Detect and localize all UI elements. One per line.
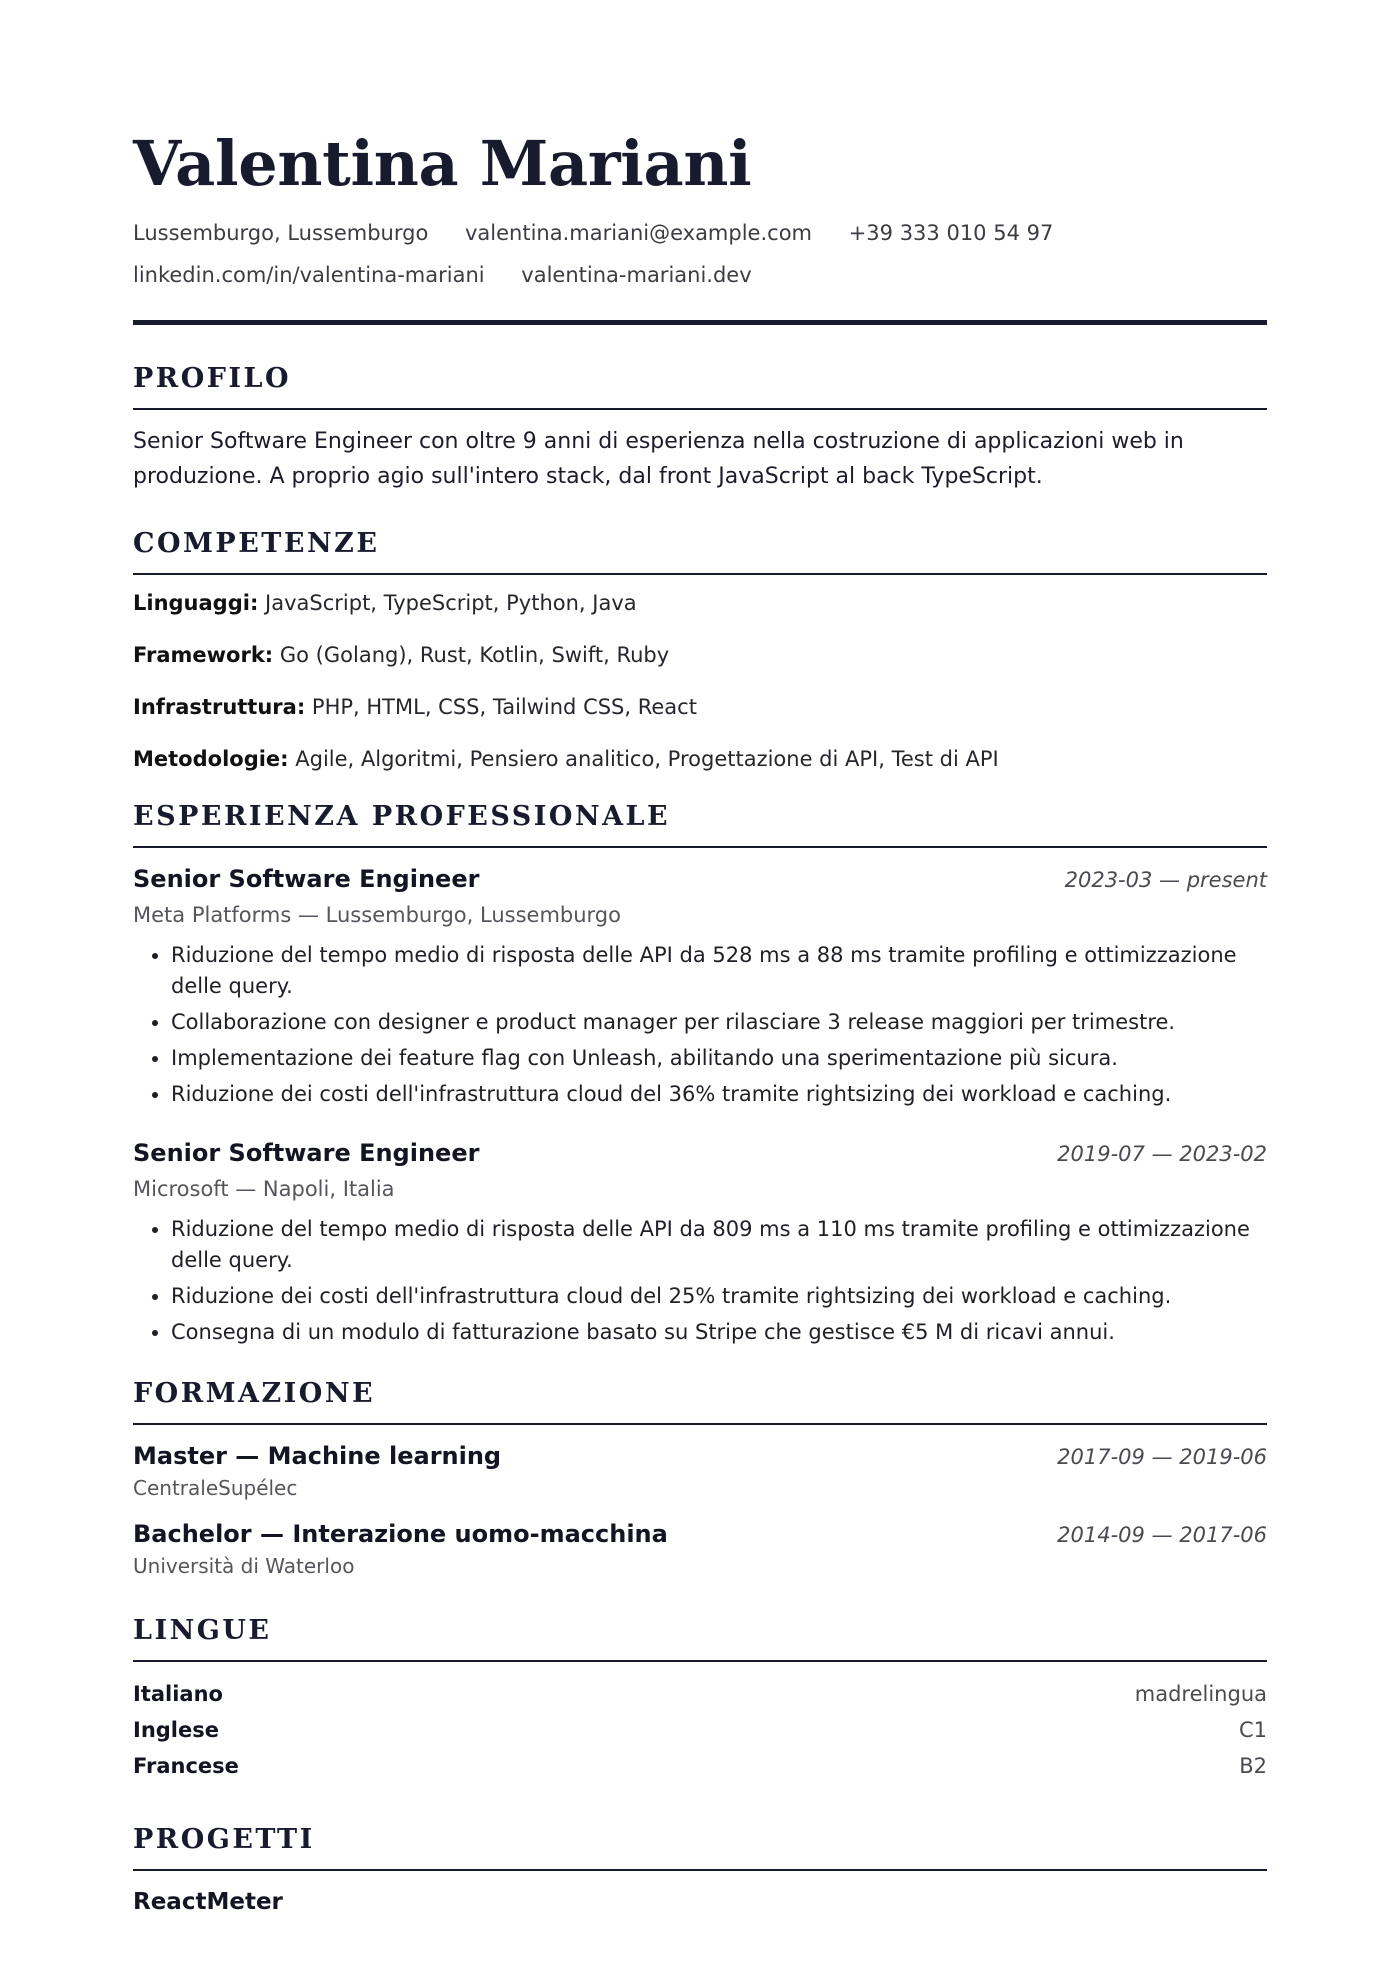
skill-row: [133, 641, 1267, 670]
skills-section: [133, 524, 1267, 774]
job-header: [133, 862, 1267, 896]
job-role: Senior Software Engineer: [133, 865, 480, 893]
job-header: [133, 1136, 1267, 1170]
language-name: Italiano: [133, 1682, 223, 1706]
skill-row: [133, 589, 1267, 618]
job-bullets: [133, 1214, 1267, 1348]
skill-row: [133, 693, 1267, 722]
language-name: Inglese: [133, 1718, 219, 1742]
skill-values: Agile, Algoritmi, Pensiero analitico, Progettazione di API, Test di API: [295, 747, 999, 771]
section-divider: [133, 846, 1267, 848]
experience-section: [133, 797, 1267, 1348]
language-level: madrelingua: [1134, 1682, 1267, 1706]
job-company: Meta Platforms — Lussemburgo, Lussemburgo: [133, 903, 621, 927]
job-bullet: • Riduzione dei costi dell'infrastruttura cloud del 36% tramite rightsizing dei workload e caching.: [171, 1079, 1267, 1110]
education-degree: Bachelor — Interazione uomo-macchina: [133, 1520, 668, 1548]
candidate-name: Valentina Mariani: [133, 127, 752, 200]
contact-phone[interactable]: +39 333 010 54 97: [848, 221, 1054, 245]
education-entry: [133, 1439, 1267, 1503]
language-row: [133, 1676, 1267, 1712]
section-title-projects: PROGETTI: [133, 1824, 315, 1855]
resume-content: [133, 122, 1267, 1919]
skill-label: Metodologie:: [133, 747, 289, 771]
education-degree: Master — Machine learning: [133, 1442, 502, 1470]
profile-section: [133, 359, 1267, 494]
contact-location: Lussemburgo, Lussemburgo: [133, 221, 429, 245]
job-bullet: • Implementazione dei feature flag con Unleash, abilitando una sperimentazione più sicura.: [171, 1043, 1267, 1074]
job-dates: 2019-07 — 2023-02: [1057, 1142, 1267, 1166]
contact-linkedin[interactable]: linkedin.com/in/valentina-mariani: [133, 263, 485, 287]
language-level: C1: [1238, 1718, 1267, 1742]
skill-row: [133, 745, 1267, 774]
education-entry: [133, 1517, 1267, 1581]
job-bullet: • Riduzione del tempo medio di risposta delle API da 809 ms a 110 ms tramite profiling e ottimizzazione delle query.: [171, 1214, 1267, 1276]
section-divider: [133, 1660, 1267, 1662]
section-divider: [133, 1423, 1267, 1425]
skill-values: JavaScript, TypeScript, Python, Java: [265, 591, 637, 615]
contact-row-secondary: [133, 254, 1267, 296]
education-header: [133, 1439, 1267, 1473]
skill-values: Go (Golang), Rust, Kotlin, Swift, Ruby: [279, 643, 670, 667]
job-role: Senior Software Engineer: [133, 1139, 480, 1167]
section-title-experience: ESPERIENZA PROFESSIONALE: [133, 801, 671, 832]
education-school: Università di Waterloo: [133, 1554, 355, 1578]
resume-header: [133, 122, 1267, 325]
section-title-skills: COMPETENZE: [133, 528, 380, 559]
job-entry: [133, 862, 1267, 1110]
job-bullet: • Riduzione dei costi dell'infrastruttura cloud del 25% tramite rightsizing dei workload e caching.: [171, 1281, 1267, 1312]
skill-label: Linguaggi:: [133, 591, 259, 615]
section-title-profile: PROFILO: [133, 363, 292, 394]
job-bullets: [133, 940, 1267, 1110]
project-name: ReactMeter: [133, 1889, 283, 1915]
skill-label: Infrastruttura:: [133, 695, 306, 719]
skill-values: PHP, HTML, CSS, Tailwind CSS, React: [311, 695, 697, 719]
profile-summary: Senior Software Engineer con oltre 9 anni di esperienza nella costruzione di applicazioni web in produzione. A proprio agio sull'intero stack, dal front JavaScript al back TypeScript.: [133, 429, 1184, 489]
language-level: B2: [1239, 1754, 1267, 1778]
contact-website[interactable]: valentina-mariani.dev: [521, 263, 752, 287]
job-company: Microsoft — Napoli, Italia: [133, 1177, 395, 1201]
education-school: CentraleSupélec: [133, 1476, 298, 1500]
language-row: [133, 1748, 1267, 1784]
section-divider: [133, 408, 1267, 410]
header-divider: [133, 320, 1267, 325]
education-header: [133, 1517, 1267, 1551]
projects-section: [133, 1820, 1267, 1919]
section-divider: [133, 573, 1267, 575]
job-bullet: • Riduzione del tempo medio di risposta delle API da 528 ms a 88 ms tramite profiling e ottimizzazione delle query.: [171, 940, 1267, 1002]
language-name: Francese: [133, 1754, 239, 1778]
section-divider: [133, 1869, 1267, 1871]
language-row: [133, 1712, 1267, 1748]
job-entry: [133, 1136, 1267, 1348]
contact-email[interactable]: valentina.mariani@example.com: [465, 221, 813, 245]
education-dates: 2014-09 — 2017-06: [1057, 1523, 1267, 1547]
section-title-languages: LINGUE: [133, 1615, 272, 1646]
education-dates: 2017-09 — 2019-06: [1057, 1445, 1267, 1469]
skill-label: Framework:: [133, 643, 274, 667]
job-dates: 2023-03 — present: [1064, 868, 1267, 892]
job-bullet: • Collaborazione con designer e product manager per rilasciare 3 release maggiori per trimestre.: [171, 1007, 1267, 1038]
languages-section: [133, 1611, 1267, 1784]
contact-row-primary: [133, 212, 1267, 254]
job-bullet: • Consegna di un modulo di fatturazione basato su Stripe che gestisce €5 M di ricavi annui.: [171, 1317, 1267, 1348]
education-section: [133, 1374, 1267, 1581]
section-title-education: FORMAZIONE: [133, 1378, 376, 1409]
